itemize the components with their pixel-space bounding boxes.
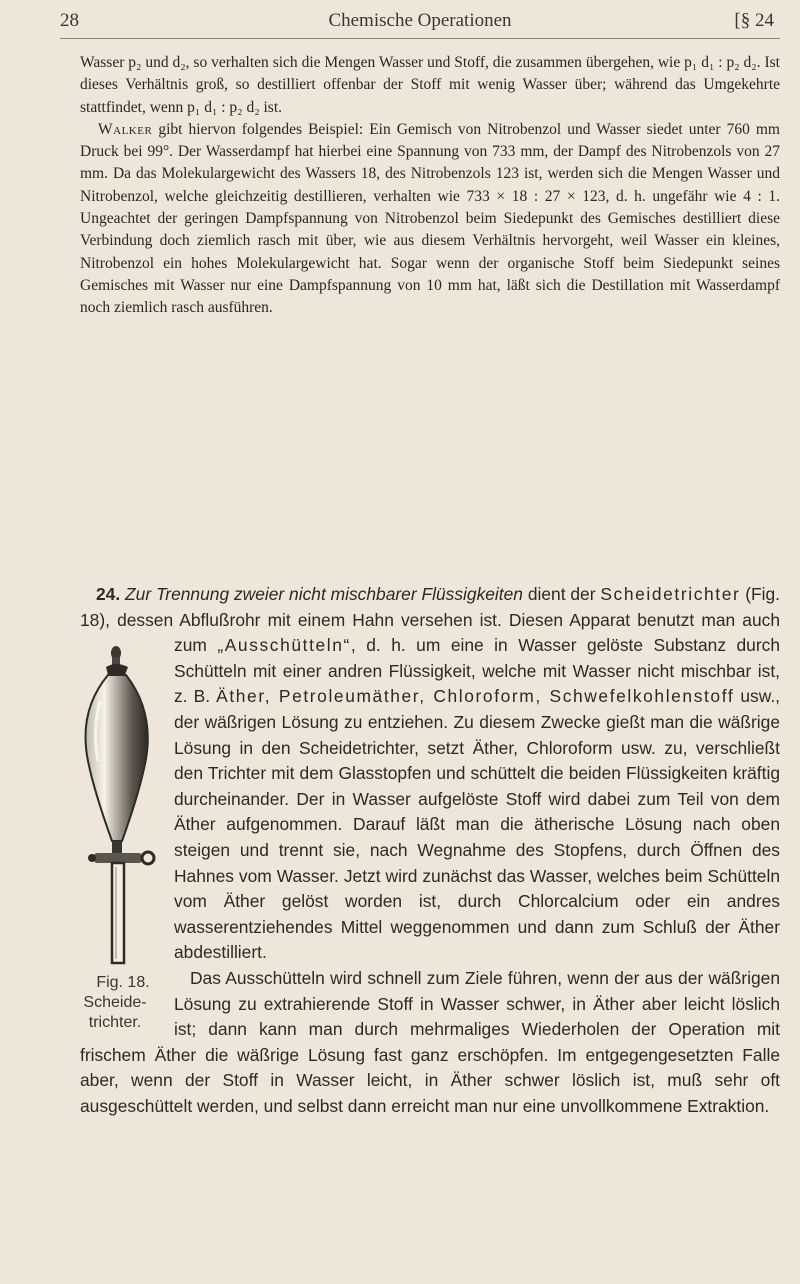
figure-18 bbox=[70, 641, 160, 1041]
separatory-funnel-icon bbox=[70, 641, 160, 971]
term-ausschuetteln: „Ausschütteln“ bbox=[217, 635, 351, 656]
section-marker: [§ 24 bbox=[734, 10, 774, 31]
figure-caption bbox=[70, 973, 160, 1033]
intro-text bbox=[80, 52, 780, 320]
caption-line-3: trichter. bbox=[88, 1014, 142, 1032]
section-heading: Zur Trennung zweier nicht mischbarer Flüssigkeiten bbox=[125, 584, 523, 604]
section-text-3: , d. h. um eine in Wasser gelöste Substanz durch Schütteln mit einer andren Flüssigkeit, welche mit Wasser nicht mischbar ist, z. B. bbox=[174, 635, 781, 707]
section-paragraph-1 bbox=[80, 582, 781, 1032]
section-paragraph-2: Das Ausschütteln wird schnell zum Ziele führen, wenn der aus der wäßrigen Lösung zu extrahierende Stoff in Wasser schwer, in Äther aber leicht löslich ist; dann kann man durch mehrmaliges Wiederholen der Operation mit frischem Äther die wäßrige Lösung fast ganz erschöpfen. Im entgegengesetzten Falle aber, wenn der Stoff in Wasser leicht, in Äther schwer löslich ist, muß sehr oft ausgeschüttelt werden, und selbst dann erreicht man nur eine unvollkommene Extraktion. bbox=[80, 967, 780, 1116]
section-text-2: (Fig. 18), dessen Abflußrohr mit einem Hahn versehen ist. Diesen Apparat benutzt man auch zum bbox=[80, 584, 780, 656]
term-solvents: Äther, Petroleumäther, Chloroform, Schwefelkohlenstoff bbox=[216, 686, 735, 707]
intro-paragraph-2-text: gibt hiervon folgendes Beispiel: Ein Gemisch von Nitrobenzol und Wasser siedet unter 760 mm Druck bei 99°. Der Wasserdampf hat hierbei eine Spannung von 733 mm, der Dampf des Nitrobenzols von 27 mm. Da das Molekulargewicht des Wassers 18, des Nitrobenzols 123 ist, werden sich die Mengen Wasser und Nitrobenzol, welche gleichzeitig destillieren, verhalten wie 733 × 18 : 27 × 123, d. h. ungefähr wie 4 : 1. Ungeachtet der geringen Dampfspannung von Nitrobenzol beim Siedepunkt des Gemisches destilliert diese Verbindung doch ziemlich rasch mit über, wie aus diesem Verhältnis hervorgeht, weil Wasser ein kleines, Nitrobenzol ein hohes Molekulargewicht hat. Sogar wenn der organische Stoff beim Siedepunkt seines Gemisches mit Wasser nur eine Dampfspannung von 10 mm hat, läßt sich die Destillation mit Wasserdampf noch ziemlich rasch ausführen. bbox=[80, 120, 780, 317]
page-number: 28 bbox=[60, 10, 79, 31]
section-24 bbox=[80, 582, 780, 1119]
author-name: Walker bbox=[98, 120, 153, 138]
running-title: Chemische Operationen bbox=[328, 10, 512, 31]
section-text-4: usw., der wäßrigen Lösung zu entziehen. Zu diesem Zwecke gießt man die wäßrige Lösung in den Scheidetrichter, setzt Äther, Chloroform usw. zu, verschließt den Trichter mit dem Glasstopfen und schüttelt die beiden Flüssigkeiten kräftig durcheinander. Der in Wasser aufgelöste Stoff wird dabei zum Teil von dem Äther aufgenommen. Darauf läßt man die ätherische Lösung nach oben steigen und trennt sie, nach Wegnahme des Stopfens, durch Öffnen des Hahnes vom Wasser. Jetzt wird zunächst das Wasser, welches beim Schütteln vom Äther gelöst worden ist, durch Chlorcalcium oder ein andres wasserentziehendes Mittel weggenommen und dann zum Schluß der Äther abdestilliert. bbox=[174, 686, 780, 963]
section-text-1: dient der bbox=[522, 584, 601, 604]
caption-line-2: Scheide- bbox=[83, 994, 147, 1012]
running-header bbox=[60, 10, 780, 39]
intro-paragraph-1: Wasser p₂ und d₂, so verhalten sich die Mengen Wasser und Stoff, die zusammen übergehen, wie p₁ d₁ : p₂ d₂. Ist dieses Verhältnis groß, so destilliert offenbar der Stoff mit wenig Wasser über; während das Umgekehrte stattfindet, wenn p₁ d₁ : p₂ d₂ ist. bbox=[80, 54, 780, 116]
caption-fig-number: Fig. 18. bbox=[96, 974, 150, 992]
intro-paragraph-2 bbox=[80, 119, 780, 320]
section-number: 24. bbox=[96, 584, 121, 604]
term-scheidetrichter: Scheidetrichter bbox=[600, 584, 741, 604]
